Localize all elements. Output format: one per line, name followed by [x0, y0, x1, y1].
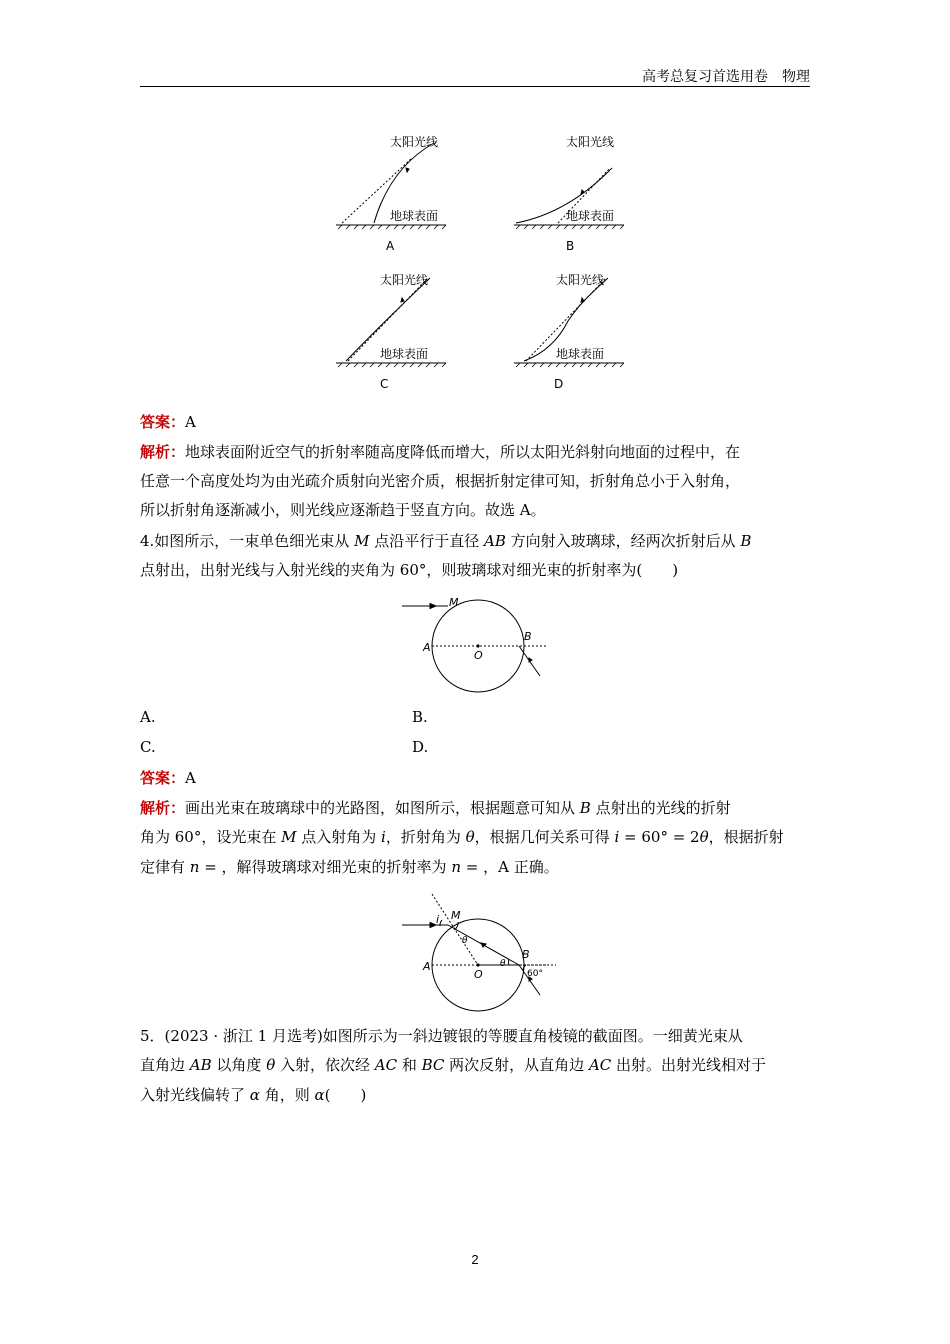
fig3-label-theta2: θ	[500, 959, 506, 969]
q4-an-m: M	[281, 828, 297, 846]
panel-a-letter: A	[386, 239, 395, 253]
q4-an-text2f: ，根据折射	[708, 828, 784, 846]
q4-analysis-label: 解析：	[140, 799, 186, 817]
panel-a-ground-label: 地球表面	[390, 209, 439, 223]
q3-analysis-line2: 任意一个高度处均为由光疏介质射向光密介质，根据折射定律可知，折射角总小于入射角，	[140, 472, 741, 490]
q5-text3b: 角，则	[259, 1086, 315, 1104]
figure-light-path	[396, 890, 566, 1012]
figure-sunlight-panels	[320, 128, 630, 396]
q5-stem-line2	[140, 1054, 766, 1075]
panel-a-sun-label: 太阳光线	[390, 135, 439, 149]
q3-answer-label: 答案：	[140, 413, 186, 431]
q5-text2d: 和	[397, 1056, 422, 1074]
panel-c-letter: C	[380, 377, 389, 391]
q5-theta: θ	[266, 1056, 276, 1074]
q5-text2c: 入射，依次经	[275, 1056, 375, 1074]
q4-point-m: M	[354, 532, 370, 550]
q5-stem-line3	[140, 1084, 366, 1105]
q5-text2e: 两次反射，从直角边	[444, 1056, 589, 1074]
fig2-label-o: O	[474, 649, 483, 662]
q5-stem-line1: 5．(2023 · 浙江 1 月选考)如图所示为一斜边镀银的等腰直角棱镜的截面图。一细黄光束从	[140, 1027, 743, 1045]
q4-analysis-line3	[140, 856, 559, 877]
q4-an-n2: n	[451, 858, 461, 876]
fig3-label-theta1: θ	[462, 936, 468, 946]
q4-an-text1b: 点射出的光线的折射	[590, 799, 731, 817]
q4-text-c: 方向射入玻璃球，经两次折射后从	[505, 532, 741, 550]
q4-an-text3a: 定律有	[140, 858, 190, 876]
q4-an-text2a: 角为 60°，设光束在	[140, 828, 282, 846]
q4-an-text2d: ，根据几何关系可得	[474, 828, 615, 846]
q4-an-b: B	[579, 799, 591, 817]
panel-d-sun-label: 太阳光线	[556, 273, 605, 287]
q3-analysis-line1	[140, 441, 740, 462]
q3-answer-line	[140, 411, 196, 432]
q5-text2a: 直角边	[140, 1056, 190, 1074]
fig3-label-a: A	[423, 960, 431, 973]
q4-point-b: B	[740, 532, 752, 550]
q4-answer-label: 答案：	[140, 769, 186, 787]
panel-d-letter: D	[554, 377, 564, 391]
fig3-label-60deg: 60°	[527, 969, 543, 979]
q5-ab: AB	[189, 1056, 212, 1074]
q4-stem-line1	[140, 530, 751, 551]
fig3-label-i: i	[436, 913, 440, 926]
q5-text3a: 入射光线偏转了	[140, 1086, 250, 1104]
fig3-label-o: O	[474, 968, 483, 981]
q4-answer-value: A	[185, 769, 196, 787]
q4-answer-line	[140, 767, 196, 788]
option-c[interactable]: C.	[140, 738, 156, 756]
fig3-label-m: M	[451, 909, 461, 922]
q5-text2f: 出射。出射光线相对于	[611, 1056, 767, 1074]
fig2-label-b: B	[524, 630, 532, 643]
q5-ac2: AC	[588, 1056, 612, 1074]
q4-an-text3b: = ，解得玻璃球对细光束的折射率为	[199, 858, 452, 876]
q4-an-n1: n	[189, 858, 200, 876]
panel-b-sun-label: 太阳光线	[566, 135, 615, 149]
fig2-label-m: M	[449, 596, 459, 609]
fig2-label-a: A	[423, 641, 431, 654]
q4-stem-line2: 点射出，出射光线与入射光线的夹角为 60°，则玻璃球对细光束的折射率为( )	[140, 561, 679, 579]
q4-an-text2c: ，折射角为	[385, 828, 466, 846]
fig3-label-b: B	[522, 948, 530, 961]
q4-text-b: 点沿平行于直径	[369, 532, 484, 550]
header-rule	[140, 86, 810, 87]
q4-an-text2e: = 60° = 2	[619, 828, 700, 846]
page-number: 2	[471, 1252, 479, 1267]
panel-c-ground-label: 地球表面	[380, 347, 429, 361]
q4-an-text3c: = ，A 正确。	[461, 858, 559, 876]
q4-an-i: i	[381, 828, 386, 846]
q4-an-eq-theta: θ	[699, 828, 709, 846]
q4-an-theta: θ	[465, 828, 475, 846]
q4-text-a: 4.如图所示，一束单色细光束从	[140, 532, 355, 550]
q3-analysis-text1: 地球表面附近空气的折射率随高度降低而增大，所以太阳光斜射向地面的过程中，在	[185, 443, 741, 461]
q4-analysis-line1	[140, 797, 731, 818]
panel-b-ground-label: 地球表面	[566, 209, 615, 223]
q4-analysis-line2	[140, 826, 784, 847]
option-d[interactable]: D.	[412, 738, 429, 756]
q5-alpha1: α	[249, 1086, 260, 1104]
q5-bc: BC	[421, 1056, 445, 1074]
panel-c-sun-label: 太阳光线	[380, 273, 429, 287]
q3-analysis-label: 解析：	[140, 443, 186, 461]
q5-alpha2: α	[314, 1086, 325, 1104]
q3-analysis-line3: 所以折射角逐渐减小，则光线应逐渐趋于竖直方向。故选 A。	[140, 501, 546, 519]
figure-glass-sphere	[396, 594, 556, 696]
q3-answer-value: A	[185, 413, 196, 431]
q4-diameter-ab: AB	[484, 532, 506, 550]
q5-text3c: ( )	[324, 1086, 367, 1104]
q5-ac1: AC	[374, 1056, 398, 1074]
q4-an-text1a: 画出光束在玻璃球中的光路图，如图所示，根据题意可知从	[185, 799, 580, 817]
option-a[interactable]: A.	[140, 708, 156, 726]
panel-b-letter: B	[566, 239, 575, 253]
q4-an-eq-i: i	[614, 828, 620, 846]
panel-d-ground-label: 地球表面	[556, 347, 605, 361]
q5-text2b: 以角度	[211, 1056, 267, 1074]
page-header-title: 高考总复习首选用卷 物理	[642, 69, 810, 85]
option-b[interactable]: B.	[412, 708, 428, 726]
q4-an-text2b: 点入射角为	[296, 828, 382, 846]
